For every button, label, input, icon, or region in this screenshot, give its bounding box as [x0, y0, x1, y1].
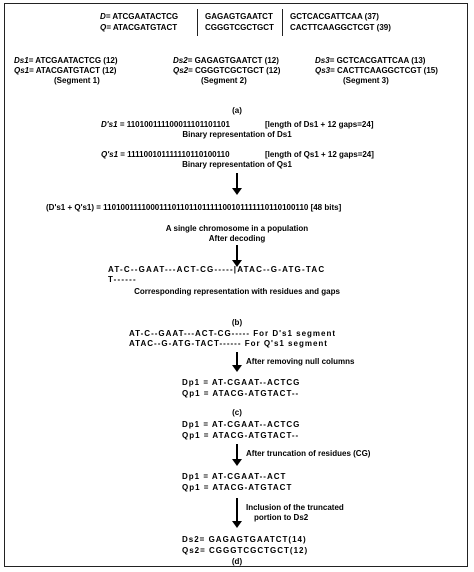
q-binary-note: [length of Qs1 + 12 gaps=24] — [265, 150, 374, 159]
segment3-d: Ds3= GCTCACGATTCAA (13) — [315, 56, 426, 65]
panel-d-qs2: Qs2= CGGGTCGCTGCT(12) — [182, 546, 309, 555]
segment3-q: Qs3= CACTTCAAGGCTCGT (15) — [315, 66, 438, 75]
panel-b-line-2: ATAC--G-ATG-TACT------ For Q's1 segment — [129, 339, 328, 348]
panel-d-label: (d) — [231, 557, 243, 566]
d-binary-caption: Binary representation of Ds1 — [182, 130, 292, 139]
panel-b-dp1: Dp1 = AT-CGAAT--ACTCG — [182, 378, 301, 387]
divider-2 — [282, 9, 283, 36]
d-label: D= — [100, 12, 111, 21]
panel-c-label: (c) — [232, 408, 242, 417]
q-binary-row: Q's1 = 111100101111110110100110 — [101, 150, 230, 159]
panel-c-step: After truncation of residues (CG) — [246, 449, 371, 458]
panel-d-ds2: Ds2= GAGAGTGAATCT(14) — [182, 535, 307, 544]
segment3-name: (Segment 3) — [343, 76, 389, 85]
decoded-caption: Corresponding representation with residues and gaps — [134, 287, 340, 296]
arrow-down-icon — [236, 173, 238, 189]
panel-b-line-1: AT-C--GAAT---ACT-CG----- For D's1 segment — [129, 329, 337, 338]
panel-b-step: After removing null columns — [246, 357, 355, 366]
segment2-name: (Segment 2) — [201, 76, 247, 85]
q-seq3: CACTTCAAGGCTCGT (39) — [290, 23, 391, 32]
panel-b-qp1: Qp1 = ATACG-ATGTACT-- — [182, 389, 300, 398]
panel-c-step2-line1: Inclusion of the truncated — [246, 503, 344, 512]
arrow-down-icon — [236, 444, 238, 460]
decoded-line-1: AT-C--GAAT---ACT-CG-----|ATAC--G-ATG-TAC — [108, 265, 326, 274]
q-seq2: CGGGTCGCTGCT — [205, 23, 274, 32]
panel-b-label: (b) — [231, 318, 243, 327]
d-binary-row: D's1 = 110100111100011101101101 — [101, 120, 230, 129]
segment1-name: (Segment 1) — [54, 76, 100, 85]
chromosome-line: (D's1 + Q's1) = 110100111100011101101101111100101111110110100110 [48 bits] — [46, 203, 342, 212]
q-label: Q= — [100, 23, 111, 32]
q-sequence-row — [100, 23, 177, 33]
segment2-d: Ds2= GAGAGTGAATCT (12) — [173, 56, 279, 65]
arrow-down-icon — [236, 498, 238, 522]
q-seq1: ATACGATGTACT — [112, 23, 178, 32]
panel-c-step2-line2: portion to Ds2 — [254, 513, 309, 522]
segment1-q: Qs1= ATACGATGTACT (12) — [14, 66, 117, 75]
d-sequence-row — [100, 12, 178, 22]
panel-a-label: (a) — [232, 106, 242, 115]
q-binary-caption: Binary representation of Qs1 — [182, 160, 292, 169]
panel-c-dp1: Dp1 = AT-CGAAT--ACTCG — [182, 420, 301, 429]
segment1-d: Ds1= ATCGAATACTCG (12) — [14, 56, 118, 65]
segment2-q: Qs2= CGGGTCGCTGCT (12) — [173, 66, 281, 75]
divider-1 — [197, 9, 198, 36]
decoded-line-2: T------ — [108, 275, 137, 284]
panel-c-qp1-truncated: Qp1 = ATACG-ATGTACT — [182, 483, 293, 492]
d-seq2: GAGAGTGAATCT — [205, 12, 273, 21]
chromosome-caption: A single chromosome in a population — [165, 224, 309, 233]
d-binary-note: [length of Ds1 + 12 gaps=24] — [265, 120, 374, 129]
decoding-caption: After decoding — [208, 234, 266, 243]
d-seq3: GCTCACGATTCAA (37) — [290, 12, 379, 21]
panel-c-qp1: Qp1 = ATACG-ATGTACT-- — [182, 431, 300, 440]
d-seq1: ATCGAATACTCG — [112, 12, 179, 21]
arrow-down-icon — [236, 352, 238, 366]
panel-c-dp1-truncated: Dp1 = AT-CGAAT--ACT — [182, 472, 287, 481]
arrow-down-icon — [236, 245, 238, 261]
